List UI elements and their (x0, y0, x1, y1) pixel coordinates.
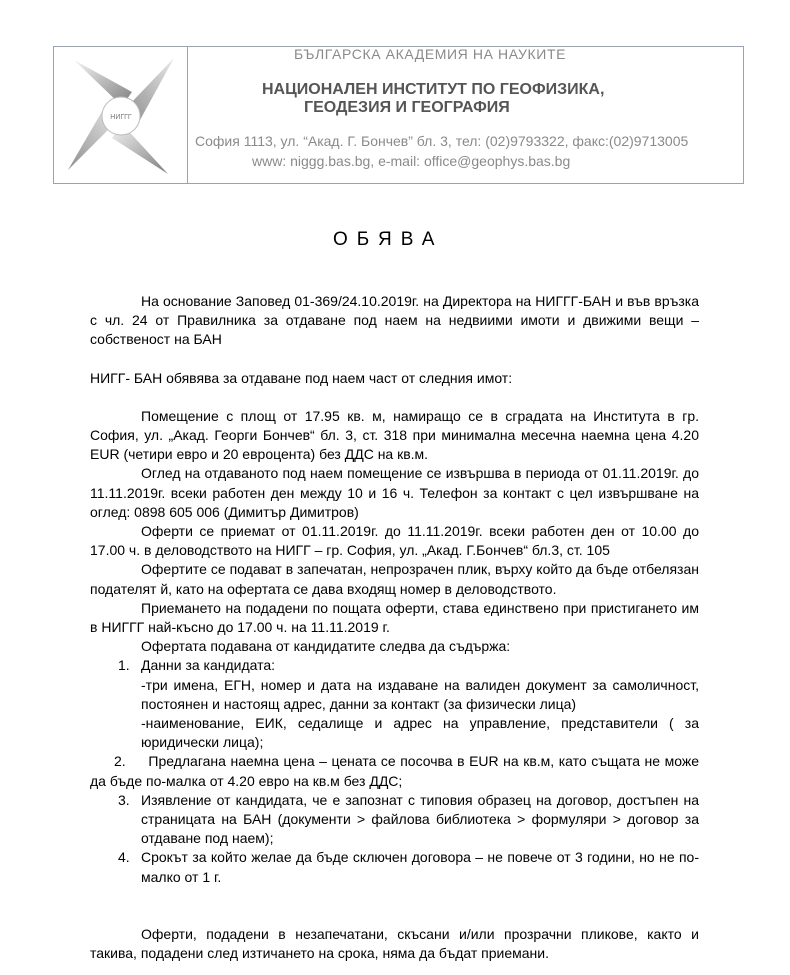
paragraph-offers: Оферти се приемат от 01.11.2019г. до 11.11.2019г. всеки работен ден от 10.00 до 17.00 ч. в деловодството на НИГГ – гр. София, ул. „Акад. Г.Бончев“ бл.3, ст. 105 (90, 523, 699, 559)
paragraph-premises: Помещение с площ от 17.95 кв. м, намиращо се в сградата на Института в гр. София, ул. „Акад. Георги Бончев“ бл. 3, ст. 318 при минимална месечна наемна цена 4.20 EUR (четири евро и 20 евроцента) без ДДС на кв.м. (90, 407, 699, 463)
list-number: 4. (118, 849, 130, 866)
list-number: 2. (114, 753, 126, 770)
paragraph-announcement: НИГГ- БАН обявява за отдаване под наем част от следния имот: (90, 369, 513, 386)
list-subitem: -три имена, ЕГН, номер и дата на издаване на валиден документ за самоличност, постоянен и настоящ адрес, данни за контакт (за физически лица) (141, 676, 699, 712)
institute-name-line1: НАЦИОНАЛЕН ИНСТИТУТ ПО ГЕОФИЗИКА, (262, 81, 605, 98)
logo-cell (54, 47, 188, 183)
list-item (90, 752, 699, 790)
list-item (118, 791, 699, 849)
academy-name: БЪЛГАРСКА АКАДЕМИЯ НА НАУКИТЕ (294, 46, 567, 62)
document-body (90, 292, 699, 963)
list-item (118, 848, 699, 886)
institute-logo (62, 50, 180, 180)
list-number: 1. (118, 657, 130, 674)
paragraph-final: Оферти, подадени в незапечатани, скъсани и/или прозрачни пликове, както и такива, подадени след изтичането на срока, няма да бъдат приемани. (90, 925, 699, 962)
list-number: 3. (118, 791, 130, 808)
paragraph-postal: Приемането на подадени по пощата оферти, става единствено при пристигането им в НИГГГ най-късно до 17.00 ч. на 11.11.2019 г. (90, 599, 699, 636)
institute-web: www: niggg.bas.bg, e-mail: office@geophys.bas.bg (252, 153, 571, 169)
list-text: Срокът за който желае да бъде сключен договора – не повече от 3 години, но не по-малко от 1 г. (141, 849, 699, 885)
paragraph-submission: Офертите се подават в запечатан, непрозрачен плик, върху който да бъде отбелязан подателят й, като на офертата се дава входящ номер в деловодството. (90, 561, 699, 597)
list-subitem: -наименование, ЕИК, седалище и адрес на управление, представители ( за юридически лица); (141, 715, 699, 751)
list-text: Изявление от кандидата, че е запознат с типовия образец на договор, достъпен на страницата на БАН (документи > файлова библиотека > формуляри > договор за отдаване под наем); (141, 791, 699, 847)
institute-name-line2: ГЕОДЕЗИЯ И ГЕОГРАФИЯ (304, 99, 510, 116)
list-text: Данни за кандидата: (141, 657, 276, 674)
paragraph-viewing: Оглед на отдаваното под наем помещение се извършва в периода от 01.11.2019г. до 11.11.2019г. всеки работен ден между 10 и 16 ч. Телефон за контакт с цел извършване на оглед: 0898 605 006 (Димитър Димитров) (90, 465, 699, 520)
logo-text: НИГГГ (110, 114, 132, 121)
list-item (118, 656, 699, 675)
paragraph-basis: На основание Заповед 01-369/24.10.2019г. на Директора на НИГГГ-БАН и във връзка с чл. 24 от Правилника за отдаване под наем на недвиими имоти и движими вещи – собственост на БАН (90, 293, 699, 348)
list-text: Предлагана наемна цена – цената се посочва в EUR на кв.м, като същата не може да бъде по-малка от 4.20 евро на кв.м без ДДС; (90, 753, 699, 789)
paragraph-contents: Офертата подавана от кандидатите следва да съдържа: (141, 638, 511, 655)
document-title: ОБЯВА (333, 229, 444, 250)
institute-address: София 1113, ул. “Акад. Г. Бончев” бл. 3, тел: (02)9793322, факс:(02)9713005 (195, 133, 689, 149)
